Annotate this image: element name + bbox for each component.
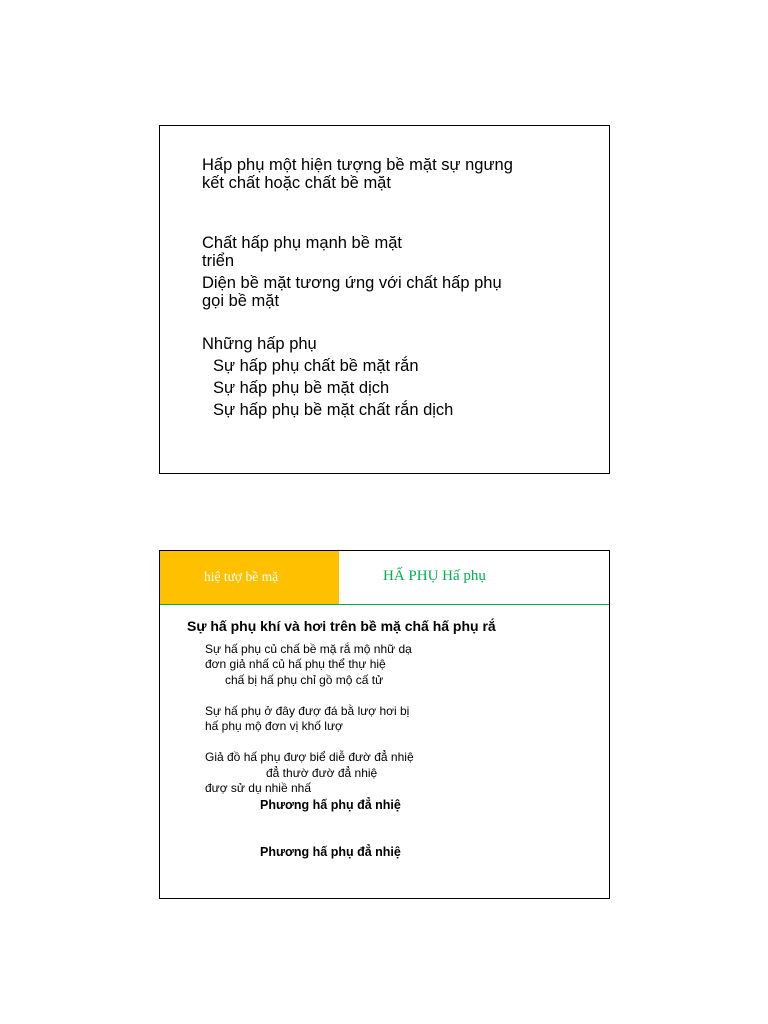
slide1-line-9: Sự hấp phụ bề mặt dịch — [213, 379, 390, 397]
slide1-line-1: Hấp phụ một hiện tượng bề mặt sự ngưng — [202, 156, 513, 174]
slide-1 — [159, 125, 610, 474]
header-right-title: HẤ PHỤ Hấ phụ — [383, 568, 486, 584]
slide1-line-5: Diện bề mặt tương ứng với chất hấp phụ — [202, 274, 502, 292]
slide1-line-3: Chất hấp phụ mạnh bề mặt — [202, 234, 402, 252]
slide-2 — [159, 550, 610, 899]
slide2-line-3: chấ bị hấ phụ chỉ gồ mộ cấ tử — [225, 673, 384, 687]
slide2-line-1: Sự hấ phụ củ chấ bề mặ rắ mộ nhữ dạ — [205, 642, 412, 656]
header-divider — [160, 604, 609, 605]
slide2-line-5: hấ phụ mộ đơn vị khố lượ — [205, 719, 343, 733]
slide1-line-7: Những hấp phụ — [202, 335, 317, 353]
slide1-line-10: Sự hấp phụ bề mặt chất rắn dịch — [213, 401, 454, 419]
slide2-line-8: đượ sử dụ nhiề nhấ — [205, 781, 312, 795]
slide1-line-8: Sự hấp phụ chất bề mặt rắn — [213, 357, 419, 375]
slide2-line-2: đơn giả nhấ củ hấ phụ thể thự hiệ — [205, 657, 386, 671]
slide2-line-7: đẳ thườ đườ đẳ nhiệ — [266, 766, 378, 780]
slide2-line-6: Giả đồ hấ phụ đượ biể diễ đườ đẳ nhiệ — [205, 750, 414, 764]
header-left-title: hiệ tượ bề mặ — [204, 569, 279, 584]
slide1-line-2: kết chất hoặc chất bề mặt — [202, 174, 391, 192]
slide1-line-4: triển — [202, 252, 235, 270]
slide2-bold-line-1: Phương hấ phụ đẳ nhiệ — [260, 798, 401, 812]
slide2-bold-line-2: Phương hấ phụ đẳ nhiệ — [260, 845, 401, 859]
slide2-line-4: Sự hấ phụ ở đây đượ đá bằ lượ hơi bị — [205, 704, 410, 718]
slide1-line-6: gọi bề mặt — [202, 292, 280, 310]
header-bar — [160, 551, 339, 604]
slide2-subtitle: Sự hấ phụ khí và hơi trên bề mặ chấ hấ phụ rắ — [187, 618, 496, 634]
